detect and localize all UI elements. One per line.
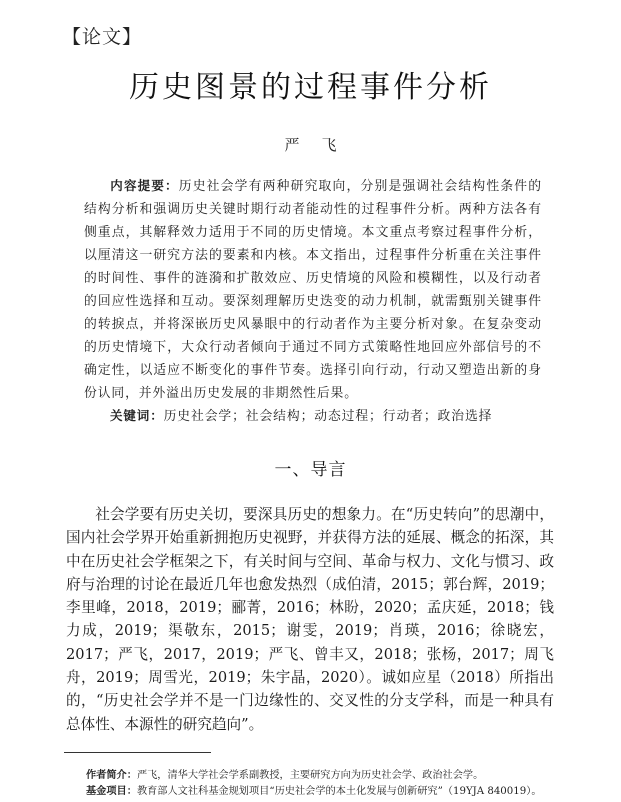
abstract-text: 历史社会学有两种研究取向，分别是强调社会结构性条件的结构分析和强调历史关键时期行动者能动性的过程事件分析。两种方法各有侧重点，其解释效力适用于不同的历史情境。本文重点考察过程事件分析，以厘清这一研究方法的要素和内核。本文指出，过程事件分析重在关注事件的时间性、事件的涟漪和扩散效应、历史情境的风险和模糊性，以及行动者的回应性选择和互动。要深刻理解历史迭变的动力机制，就需甄别关键事件的转捩点，并将深嵌历史风暴眼中的行动者作为主要分析对象。在复杂变动的历史情境下，大众行动者倾向于通过不同方式策略性地回应外部信号的不确定性，以适应不断变化的事件节奏。选择引向行动，行动又塑造出新的身份认同，并外溢出历史发展的非期然性后果。 <box>84 179 542 401</box>
section-tag: 【论文】 <box>62 26 143 48</box>
footnote-author <box>86 768 556 784</box>
keywords <box>84 405 542 424</box>
footnote-fund-label: 基金项目： <box>86 786 137 797</box>
author-name: 严飞 <box>284 136 359 154</box>
article-title: 历史图景的过程事件分析 <box>129 70 492 105</box>
abstract-label: 内容提要： <box>110 178 179 193</box>
footnote-divider <box>64 752 211 753</box>
footnote-fund <box>86 784 556 800</box>
body-paragraph-text: 社会学要有历史关切，要深具历史的想象力。在“历史转向”的思潮中，国内社会学界开始重新拥抱历史视野，并获得方法的延展、概念的拓深，其中在历史社会学框架之下，有关时间与空间、革命与权力、文化与惯习、政府与治理的讨论在最近几年也愈发热烈（成伯清，2015；郭台辉，2019；李里峰，2018，2019；郦菁，2016；林盼，2020；孟庆延，2018；钱力成，2019；渠敬东，2015；谢雯，2019；肖瑛，2016；徐晓宏，2017；严飞，2017，2019；严飞、曾丰又，2018；张杨，2017；周飞舟，2019；周雪光，2019；朱宇晶，2020）。诚如应星（2018）所指出的，“历史社会学并不是一门边缘性的、交叉性的分支学科，而是一种具有总体性、本源性的研究趋向”。 <box>66 506 554 733</box>
footnotes <box>86 768 556 800</box>
keywords-label: 关键词： <box>110 408 164 423</box>
footnote-author-label: 作者简介： <box>86 770 137 781</box>
abstract <box>84 174 542 405</box>
section-heading: 一、导言 <box>274 460 347 480</box>
footnote-fund-text: 教育部人文社科基金规划项目“历史社会学的本土化发展与创新研究”（19YJA 840019）。 <box>136 786 542 797</box>
keywords-text: 历史社会学；社会结构；动态过程；行动者；政治选择 <box>163 409 493 424</box>
body-paragraph <box>66 503 554 736</box>
footnote-author-text: 严飞，清华大学社会学系副教授，主要研究方向为历史社会学、政治社会学。 <box>136 770 484 781</box>
